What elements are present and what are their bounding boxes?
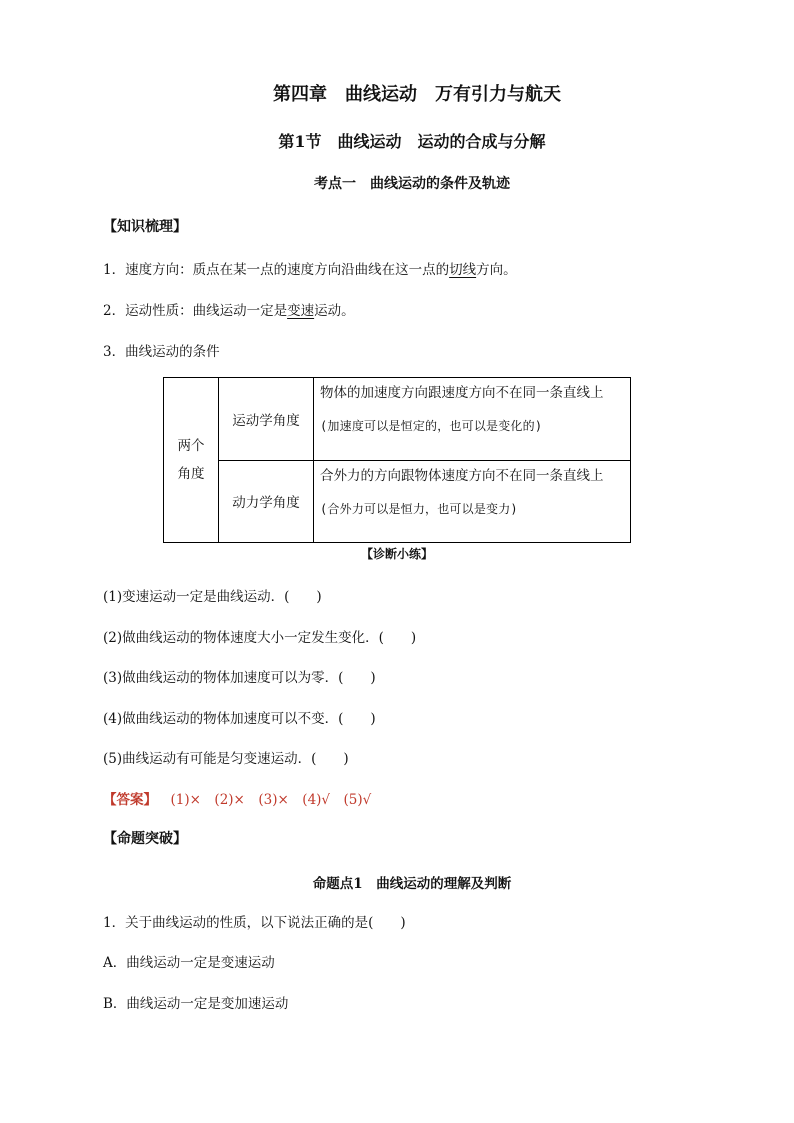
answer-tag: 【答案】 <box>103 792 157 808</box>
table-row <box>164 378 631 461</box>
chapter-title: 第四章 曲线运动 万有引力与航天 <box>273 84 561 105</box>
section-title: 第1节 曲线运动 运动的合成与分解 <box>278 132 546 151</box>
table-main-text: 合外力的方向跟物体速度方向不在同一条直线上 <box>320 467 604 484</box>
diagnosis-heading: 【诊断小练】 <box>360 547 433 561</box>
table-label-cell: 运动学角度 <box>219 378 314 461</box>
point-velocity-direction <box>103 258 517 278</box>
condition-table <box>163 377 631 543</box>
point-1-underlined: 切线 <box>449 262 477 278</box>
question-item: (5)曲线运动有可能是匀变速运动．( ) <box>103 751 349 767</box>
question-item: (4)做曲线运动的物体加速度可以不变．( ) <box>103 711 376 727</box>
table-note-text: (加速度可以是恒定的，也可以是变化的) <box>320 419 543 433</box>
point-2-underlined: 变速 <box>287 303 315 319</box>
point-conditions: 3．曲线运动的条件 <box>103 344 220 360</box>
row-header-line: 两个 <box>177 438 205 454</box>
point-2-suffix: 运动。 <box>314 303 355 319</box>
row-header-cell <box>164 378 219 543</box>
answer-line <box>103 788 371 808</box>
point-motion-nature <box>103 299 355 319</box>
row-header-line: 角度 <box>177 466 205 482</box>
table-label-cell: 动力学角度 <box>219 460 314 543</box>
table-note-text: (合外力可以是恒力，也可以是变力) <box>320 501 518 516</box>
topic-title: 考点一 曲线运动的条件及轨迹 <box>314 176 510 192</box>
problem-stem: 1．关于曲线运动的性质，以下说法正确的是( ) <box>103 915 406 931</box>
table-content-cell <box>314 460 631 543</box>
knowledge-heading: 【知识梳理】 <box>103 219 187 235</box>
option-b: B．曲线运动一定是变加速运动 <box>103 996 289 1012</box>
table-row <box>164 460 631 543</box>
point-2-prefix: 2．运动性质：曲线运动一定是 <box>103 303 288 319</box>
table-main-text: 物体的加速度方向跟速度方向不在同一条直线上 <box>320 385 604 401</box>
sub-topic-title: 命题点1 曲线运动的理解及判断 <box>312 876 512 892</box>
table-content-cell <box>314 378 631 461</box>
breakthrough-heading: 【命题突破】 <box>103 831 187 847</box>
answer-text: (1)× (2)× (3)× (4)√ (5)√ <box>170 792 372 808</box>
point-1-suffix: 方向。 <box>476 262 517 278</box>
option-a: A．曲线运动一定是变速运动 <box>103 955 275 971</box>
point-1-prefix: 1．速度方向：质点在某一点的速度方向沿曲线在这一点的 <box>103 262 450 278</box>
question-item: (1)变速运动一定是曲线运动．( ) <box>103 589 322 605</box>
question-item: (3)做曲线运动的物体加速度可以为零．( ) <box>103 670 376 686</box>
question-item: (2)做曲线运动的物体速度大小一定发生变化．( ) <box>103 630 417 646</box>
